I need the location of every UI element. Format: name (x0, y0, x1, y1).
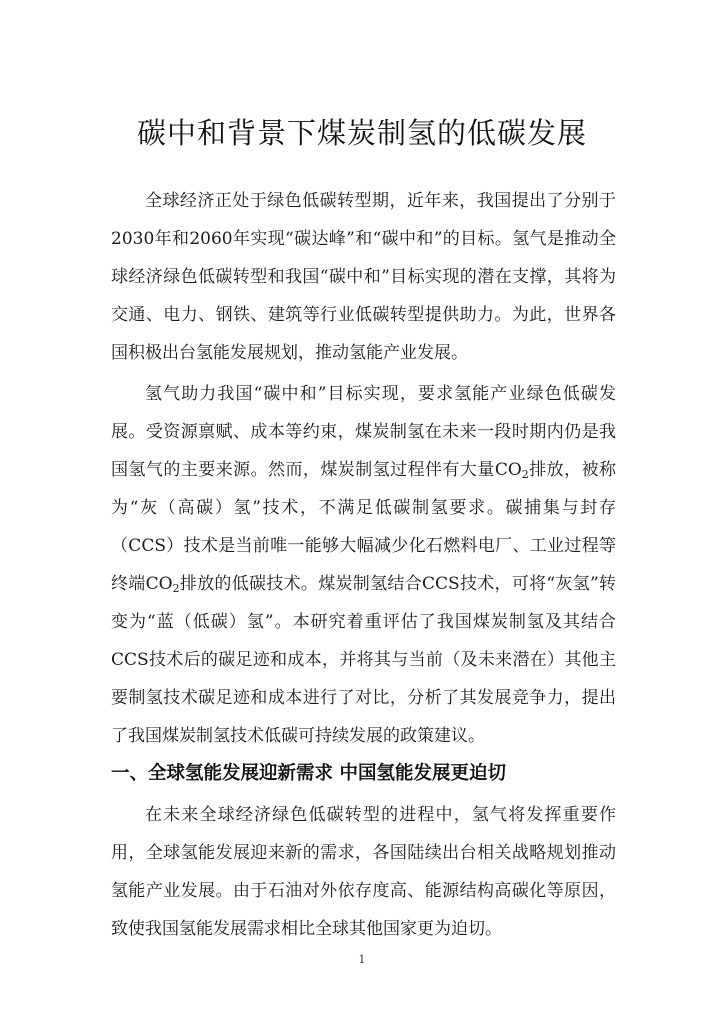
co2-subscript: 2 (172, 582, 180, 595)
paragraph-segment: 氢气助力我国“碳中和”目标实现，要求氢能产业绿色低碳发展。受资源禀赋、成本等约束，煤炭制氢在未来一段时期内仍是我国氢气的主要来源。然而，煤炭制氢过程伴有大量CO (111, 384, 616, 480)
page-number: 1 (358, 953, 366, 966)
paragraph-segment: 排放，被称为“灰（高碳）氢”技术，不满足低碳制氢要求。碳捕集与封存（CCS）技术是当前唯一能够大幅减少化石燃料电厂、工业过程等终端CO (111, 460, 616, 594)
document-title: 碳中和背景下煤炭制氢的低碳发展 (136, 116, 587, 150)
paragraph-text (111, 375, 616, 755)
paragraph-segment: 排放的低碳技术。煤炭制氢结合CCS技术，可将“灰氢”转变为“蓝（低碳）氢”。本研究着重评估了我国煤炭制氢及其结合CCS技术后的碳足迹和成本，并将其与当前（及未来潜在）其他主要制氢技术碳足迹和成本进行了对比，分析了其发展竞争力，提出了我国煤炭制氢技术低碳可持续发展的政策建议。 (111, 574, 616, 746)
section-heading: 一、全球氢能发展迎新需求 中国氢能发展更迫切 (111, 763, 506, 784)
paragraph-global-demand (111, 796, 616, 948)
paragraph-coal-hydrogen (111, 375, 616, 755)
paragraph-text: 在未来全球经济绿色低碳转型的进程中，氢气将发挥重要作用，全球氢能发展迎来新的需求，各国陆续出台相关战略规划推动氢能产业发展。由于石油对外依存度高、能源结构高碳化等原因，致使我国氢能发展需求相比全球其他国家更为迫切。 (111, 805, 616, 939)
paragraph-carbon-goals (111, 182, 616, 372)
paragraph-text: 全球经济正处于绿色低碳转型期，近年来，我国提出了分别于2030年和2060年实现“碳达峰”和“碳中和”的目标。氢气是推动全球经济绿色低碳转型和我国“碳中和”目标实现的潜在支撑，其将为交通、电力、钢铁、建筑等行业低碳转型提供助力。为此，世界各国积极出台氢能发展规划，推动氢能产业发展。 (111, 191, 616, 363)
co2-subscript: 2 (521, 468, 529, 481)
